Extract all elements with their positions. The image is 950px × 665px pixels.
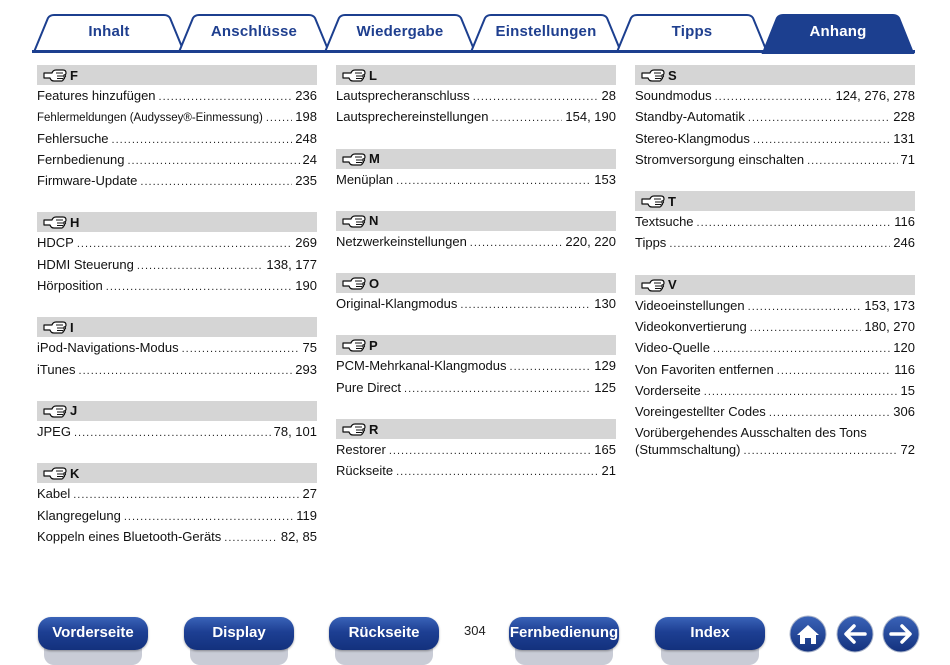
pointing-hand-icon bbox=[342, 68, 366, 82]
entry-term: Standby-Automatik bbox=[635, 109, 745, 125]
tab-label: Anschlüsse bbox=[210, 23, 298, 40]
index-entry[interactable] bbox=[635, 441, 915, 460]
index-section-j bbox=[37, 401, 317, 443]
index-entry[interactable] bbox=[336, 107, 616, 128]
leader-dots bbox=[404, 379, 591, 399]
entry-pages[interactable]: 124, 276, 278 bbox=[835, 88, 915, 103]
leader-dots bbox=[79, 361, 293, 381]
index-entry[interactable] bbox=[635, 381, 915, 402]
entry-term: Pure Direct bbox=[336, 379, 402, 395]
entry-pages[interactable]: 119 bbox=[296, 507, 317, 523]
entry-term: Fernbedienung bbox=[37, 151, 125, 167]
index-entry[interactable] bbox=[37, 107, 317, 128]
index-entry[interactable] bbox=[336, 356, 616, 377]
index-entry[interactable] bbox=[37, 527, 317, 548]
tab-underline bbox=[32, 50, 915, 53]
leader-dots bbox=[159, 87, 293, 107]
entry-pages[interactable]: 269 bbox=[295, 235, 317, 251]
leader-dots bbox=[182, 339, 300, 359]
entry-term: Tipps bbox=[635, 235, 667, 251]
index-entry[interactable] bbox=[37, 150, 317, 171]
entry-pages[interactable]: 125 bbox=[594, 379, 616, 395]
index-column-2 bbox=[336, 65, 616, 503]
entry-pages[interactable]: 235 bbox=[295, 173, 317, 189]
index-section-l bbox=[336, 65, 616, 129]
entry-pages[interactable]: 153 bbox=[594, 171, 616, 187]
pointing-hand-icon bbox=[342, 422, 366, 436]
leader-dots bbox=[510, 357, 592, 377]
index-section-o bbox=[336, 273, 616, 315]
section-letter: V bbox=[668, 277, 677, 293]
home-button[interactable] bbox=[789, 615, 827, 653]
section-letter: H bbox=[70, 214, 80, 230]
entry-pages[interactable]: 21 bbox=[601, 463, 616, 479]
section-header bbox=[635, 275, 915, 295]
section-letter: N bbox=[369, 213, 379, 229]
button-label: Rückseite bbox=[348, 624, 420, 641]
section-header bbox=[635, 65, 915, 85]
entry-pages[interactable]: 153, 173 bbox=[864, 297, 915, 313]
section-header bbox=[336, 211, 616, 231]
button-shadow bbox=[190, 648, 288, 665]
pointing-hand-icon bbox=[342, 214, 366, 228]
leader-dots bbox=[753, 130, 890, 150]
leader-dots bbox=[473, 87, 599, 107]
entry-term: Hörposition bbox=[37, 278, 103, 294]
entry-term: Original-Klangmodus bbox=[336, 296, 458, 312]
section-header bbox=[37, 401, 317, 421]
index-entry[interactable] bbox=[336, 232, 616, 253]
entry-pages[interactable]: 130 bbox=[594, 296, 616, 312]
tab-label: Einstellungen bbox=[495, 23, 597, 40]
entry-term: Vorübergehendes Ausschalten des Tons bbox=[635, 424, 867, 440]
leader-dots bbox=[697, 213, 892, 233]
entry-pages[interactable]: 120 bbox=[893, 340, 915, 356]
entry-pages[interactable]: 24 bbox=[302, 151, 317, 167]
entry-pages[interactable]: 116 bbox=[894, 214, 915, 230]
entry-pages[interactable]: 154, 190 bbox=[565, 109, 616, 125]
section-header bbox=[37, 212, 317, 232]
entry-pages[interactable]: 248 bbox=[295, 130, 317, 146]
leader-dots bbox=[106, 277, 293, 297]
entry-term: Fehlersuche bbox=[37, 130, 109, 146]
entry-term: Koppeln eines Bluetooth-Geräts bbox=[37, 528, 222, 544]
leader-dots bbox=[713, 339, 890, 359]
index-section-t bbox=[635, 191, 915, 255]
section-header bbox=[336, 273, 616, 293]
pointing-hand-icon bbox=[342, 152, 366, 166]
entry-pages[interactable]: 306 bbox=[893, 404, 915, 420]
entry-pages[interactable]: 71 bbox=[900, 151, 915, 167]
pointing-hand-icon bbox=[641, 278, 665, 292]
index-entry[interactable] bbox=[635, 86, 915, 107]
entry-term: JPEG bbox=[37, 423, 71, 439]
index-entry[interactable] bbox=[37, 484, 317, 505]
index-section-i bbox=[37, 317, 317, 381]
leader-dots bbox=[748, 297, 862, 317]
tab-anhang[interactable] bbox=[761, 14, 915, 52]
entry-term: Vorderseite bbox=[635, 382, 701, 398]
section-header bbox=[336, 149, 616, 169]
tab-inhalt[interactable] bbox=[32, 14, 186, 52]
button-label: Fernbedienung bbox=[509, 624, 619, 641]
entry-pages[interactable]: 116 bbox=[894, 361, 915, 377]
index-section-k bbox=[37, 463, 317, 548]
section-letter: R bbox=[369, 421, 379, 437]
entry-term: iPod-Navigations-Modus bbox=[37, 340, 179, 356]
entry-pages[interactable]: 75 bbox=[302, 340, 317, 356]
leader-dots bbox=[140, 172, 292, 192]
index-entry[interactable] bbox=[635, 233, 915, 254]
section-letter: L bbox=[369, 67, 377, 83]
entry-pages[interactable]: 28 bbox=[601, 88, 616, 103]
entry-term: Kabel bbox=[37, 486, 71, 502]
button-label: Display bbox=[212, 624, 266, 641]
leader-dots bbox=[777, 361, 892, 381]
forward-button[interactable] bbox=[882, 615, 920, 653]
leader-dots bbox=[669, 234, 890, 254]
tab-label: Tipps bbox=[671, 23, 713, 40]
entry-pages[interactable]: 129 bbox=[594, 358, 616, 374]
index-entry[interactable] bbox=[635, 338, 915, 359]
entry-term: (Stummschaltung) bbox=[635, 441, 741, 457]
index-section-s bbox=[635, 65, 915, 171]
pointing-hand-icon bbox=[342, 276, 366, 290]
entry-term: iTunes bbox=[37, 361, 76, 377]
index-entry[interactable] bbox=[336, 170, 616, 191]
entry-term: Voreingestellter Codes bbox=[635, 404, 766, 420]
entry-term: Restorer bbox=[336, 442, 386, 458]
entry-term: Von Favoriten entfernen bbox=[635, 361, 774, 377]
nav-display-button[interactable] bbox=[184, 617, 294, 653]
entry-pages[interactable]: 293 bbox=[295, 361, 317, 377]
entry-term: Videokonvertierung bbox=[635, 319, 747, 335]
entry-pages[interactable]: 138, 177 bbox=[266, 256, 317, 272]
pointing-hand-icon bbox=[43, 215, 67, 229]
entry-pages[interactable]: 236 bbox=[295, 88, 317, 103]
entry-term: Firmware-Update bbox=[37, 173, 138, 189]
index-section-p bbox=[336, 335, 616, 399]
section-letter: I bbox=[70, 319, 74, 335]
index-entry-line bbox=[635, 424, 915, 441]
entry-pages[interactable]: 131 bbox=[893, 130, 915, 146]
index-entry[interactable] bbox=[37, 129, 317, 150]
index-entry[interactable] bbox=[336, 378, 616, 399]
entry-term: Lautsprecheranschluss bbox=[336, 88, 470, 103]
index-entry[interactable] bbox=[37, 255, 317, 276]
index-entry[interactable] bbox=[336, 461, 616, 482]
index-column-1 bbox=[37, 65, 317, 568]
section-header bbox=[336, 65, 616, 85]
index-entry[interactable] bbox=[336, 440, 616, 461]
section-header bbox=[336, 419, 616, 439]
button-shadow bbox=[661, 648, 759, 665]
pointing-hand-icon bbox=[43, 466, 67, 480]
entry-pages[interactable]: 180, 270 bbox=[864, 319, 915, 335]
leader-dots bbox=[715, 87, 833, 107]
entry-term: Lautsprechereinstellungen bbox=[336, 109, 489, 125]
nav-fernbedienung-button[interactable] bbox=[509, 617, 619, 653]
entry-pages[interactable]: 27 bbox=[302, 486, 317, 502]
pointing-hand-icon bbox=[43, 320, 67, 334]
index-section-v bbox=[635, 275, 915, 460]
entry-term: Fehlermeldungen (Audyssey®-Einmessung) bbox=[37, 112, 263, 125]
section-header bbox=[37, 463, 317, 483]
leader-dots bbox=[743, 443, 897, 460]
leader-dots bbox=[492, 108, 563, 128]
index-entry[interactable] bbox=[635, 360, 915, 381]
nav-index-button[interactable] bbox=[655, 617, 765, 653]
leader-dots bbox=[112, 130, 293, 150]
index-entry[interactable] bbox=[336, 86, 616, 107]
entry-term: HDMI Steuerung bbox=[37, 256, 134, 272]
index-entry[interactable] bbox=[635, 296, 915, 317]
index-entry[interactable] bbox=[37, 233, 317, 254]
index-entry[interactable] bbox=[635, 150, 915, 171]
tab-label: Anhang bbox=[809, 23, 867, 40]
pointing-hand-icon bbox=[641, 68, 665, 82]
entry-term: Features hinzufügen bbox=[37, 88, 156, 103]
leader-dots bbox=[807, 151, 897, 171]
leader-dots bbox=[704, 382, 898, 402]
button-label: Index bbox=[690, 624, 730, 641]
section-header bbox=[37, 317, 317, 337]
section-letter: T bbox=[668, 193, 676, 209]
section-letter: J bbox=[70, 403, 78, 419]
entry-pages[interactable]: 190 bbox=[295, 278, 317, 294]
entry-pages[interactable]: 78, 101 bbox=[273, 423, 317, 439]
index-entry[interactable] bbox=[37, 422, 317, 443]
entry-term: PCM-Mehrkanal-Klangmodus bbox=[336, 358, 507, 374]
leader-dots bbox=[769, 403, 890, 423]
button-shadow bbox=[335, 648, 433, 665]
leader-dots bbox=[124, 507, 293, 527]
tab-wiedergabe[interactable] bbox=[323, 14, 477, 52]
section-letter: O bbox=[369, 275, 380, 291]
leader-dots bbox=[396, 462, 598, 482]
entry-pages[interactable]: 72 bbox=[900, 441, 915, 457]
section-letter: F bbox=[70, 67, 78, 83]
arrow-right-icon bbox=[882, 615, 920, 653]
entry-pages[interactable]: 246 bbox=[893, 235, 915, 251]
leader-dots bbox=[74, 423, 271, 443]
leader-dots bbox=[460, 295, 591, 315]
index-entry[interactable] bbox=[635, 317, 915, 338]
entry-pages[interactable]: 165 bbox=[594, 442, 616, 458]
pointing-hand-icon bbox=[43, 68, 67, 82]
index-column-3 bbox=[635, 65, 915, 480]
leader-dots bbox=[127, 151, 299, 171]
entry-pages[interactable]: 198 bbox=[295, 109, 317, 125]
entry-pages[interactable]: 228 bbox=[893, 109, 915, 125]
arrow-left-icon bbox=[836, 615, 874, 653]
entry-term: Video-Quelle bbox=[635, 340, 710, 356]
index-entry[interactable] bbox=[635, 107, 915, 128]
index-entry[interactable] bbox=[37, 86, 317, 107]
button-label: Vorderseite bbox=[52, 624, 134, 641]
entry-term: Textsuche bbox=[635, 214, 694, 230]
leader-dots bbox=[750, 318, 862, 338]
page-number: 304 bbox=[464, 623, 486, 638]
index-entry[interactable] bbox=[37, 338, 317, 359]
tab-anschlusse[interactable] bbox=[177, 14, 331, 52]
index-section-n bbox=[336, 211, 616, 253]
entry-pages[interactable]: 220, 220 bbox=[565, 233, 616, 249]
tab-label: Wiedergabe bbox=[356, 23, 444, 40]
nav-ruckseite-button[interactable] bbox=[329, 617, 439, 653]
entry-pages[interactable]: 15 bbox=[900, 382, 915, 398]
section-header bbox=[635, 191, 915, 211]
entry-term: Stereo-Klangmodus bbox=[635, 130, 750, 146]
home-icon bbox=[789, 615, 827, 653]
leader-dots bbox=[73, 485, 299, 505]
section-letter: K bbox=[70, 465, 80, 481]
leader-dots bbox=[389, 441, 591, 461]
index-entry[interactable] bbox=[37, 276, 317, 297]
leader-dots bbox=[77, 234, 292, 254]
section-letter: M bbox=[369, 151, 380, 167]
pointing-hand-icon bbox=[342, 338, 366, 352]
index-entry[interactable] bbox=[635, 212, 915, 233]
section-letter: P bbox=[369, 337, 378, 353]
index-section-r bbox=[336, 419, 616, 483]
entry-term: HDCP bbox=[37, 235, 74, 251]
section-header bbox=[336, 335, 616, 355]
section-letter: S bbox=[668, 67, 677, 83]
nav-vorderseite-button[interactable] bbox=[38, 617, 148, 653]
pointing-hand-icon bbox=[43, 404, 67, 418]
entry-term: Menüplan bbox=[336, 171, 394, 187]
entry-term: Netzwerkeinstellungen bbox=[336, 233, 467, 249]
index-entry[interactable] bbox=[635, 402, 915, 423]
index-section-f bbox=[37, 65, 317, 192]
button-shadow bbox=[515, 648, 613, 665]
tab-tipps[interactable] bbox=[615, 14, 769, 52]
leader-dots bbox=[137, 256, 264, 276]
button-shadow bbox=[44, 648, 142, 665]
entry-term: Stromversorgung einschalten bbox=[635, 151, 805, 167]
entry-term: Rückseite bbox=[336, 463, 394, 479]
leader-dots bbox=[470, 233, 563, 253]
tab-label: Inhalt bbox=[88, 23, 130, 40]
leader-dots bbox=[224, 528, 278, 548]
index-entry[interactable] bbox=[635, 129, 915, 150]
pointing-hand-icon bbox=[641, 194, 665, 208]
index-section-h bbox=[37, 212, 317, 297]
index-entry[interactable] bbox=[37, 506, 317, 527]
leader-dots bbox=[396, 171, 591, 191]
entry-term: Videoeinstellungen bbox=[635, 297, 745, 313]
index-entry[interactable] bbox=[336, 294, 616, 315]
entry-term: Soundmodus bbox=[635, 88, 712, 103]
back-button[interactable] bbox=[836, 615, 874, 653]
leader-dots bbox=[748, 108, 890, 128]
entry-pages[interactable]: 82, 85 bbox=[280, 528, 317, 544]
leader-dots bbox=[266, 108, 292, 128]
index-entry[interactable] bbox=[37, 360, 317, 381]
index-section-m bbox=[336, 149, 616, 191]
entry-term: Klangregelung bbox=[37, 507, 121, 523]
tab-einstellungen[interactable] bbox=[469, 14, 623, 52]
index-entry[interactable] bbox=[37, 171, 317, 192]
section-header bbox=[37, 65, 317, 85]
